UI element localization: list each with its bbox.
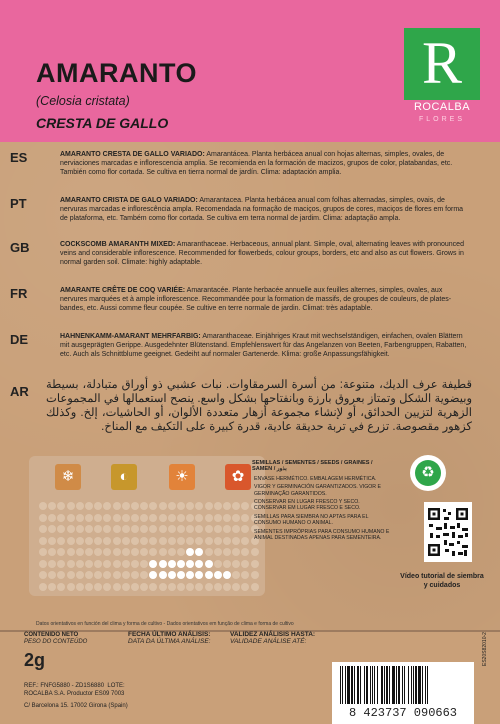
calendar-cell (223, 560, 231, 568)
calendar-cell (168, 571, 176, 579)
calendar-cell (113, 537, 121, 545)
validity-label (230, 632, 315, 645)
calendar-cell (177, 525, 185, 533)
maple-leaf-icon-glyph: ✿ (231, 468, 245, 485)
qr-caption: Vídeo tutorial de siembra y cuidados (400, 573, 484, 589)
calendar-cell (94, 583, 102, 591)
calendar-cell (39, 548, 47, 556)
calendar-cell (232, 571, 240, 579)
description-es-lead: AMARANTO CRESTA DE GALLO VARIADO: (60, 151, 205, 158)
last-analysis-sub: DATA DA ÚLTIMA ANÁLISE: (128, 637, 211, 645)
calendar-cell (159, 502, 167, 510)
calendar-cell (168, 502, 176, 510)
calendar-cell (57, 514, 65, 522)
lang-code-de: DE (10, 332, 29, 347)
barcode-bar (402, 666, 403, 704)
calendar-cell (103, 514, 111, 522)
calendar-cell (113, 560, 121, 568)
calendar-cell (205, 525, 213, 533)
barcode-bar (392, 666, 395, 704)
calendar-cell (241, 502, 249, 510)
barcode-bar (345, 666, 346, 704)
calendar-cell (94, 537, 102, 545)
rocalba-logo (404, 28, 480, 128)
calendar-cell (103, 571, 111, 579)
legend-item: CONSERVAR EN LUGAR FRESCO Y SECO. CONSERVAR EM LUGAR FRESCO E SECO. (254, 499, 361, 512)
description-de-lead: HAHNENKAMM-AMARANT MEHRFARBIG: (60, 333, 201, 340)
barcode-bar (372, 666, 373, 704)
calendar-cell (113, 502, 121, 510)
calendar-cell (149, 537, 157, 545)
calendar-cell (149, 514, 157, 522)
calendar-cell (214, 502, 222, 510)
sun-icon-glyph: ☀ (175, 468, 189, 485)
calendar-cell (48, 583, 56, 591)
recycle-icon: ♻ (415, 460, 441, 486)
legend-header: SEMILLAS / SEMENTES / SEEDS / GRAINES / SAMEN / بذور (252, 460, 373, 473)
calendar-cell (241, 560, 249, 568)
last-analysis-title: FECHA ÚLTIMO ANÁLISIS: (128, 631, 211, 638)
calendar-cell (85, 571, 93, 579)
calendar-cell (85, 548, 93, 556)
barcode-bar (347, 666, 350, 704)
calendar-cell (186, 560, 194, 568)
footer (0, 632, 500, 720)
calendar-cell (195, 548, 203, 556)
calendar-cell (67, 525, 75, 533)
calendar-cell (85, 583, 93, 591)
calendar-cell (39, 571, 47, 579)
calendar-cell (94, 514, 102, 522)
calendar-cell (48, 548, 56, 556)
reference (24, 682, 125, 698)
calendar-cell (159, 560, 167, 568)
calendar-cell (159, 514, 167, 522)
calendar-cell (140, 525, 148, 533)
calendar-cell (48, 560, 56, 568)
lang-code-es: ES (10, 150, 28, 165)
calendar-cell (140, 537, 148, 545)
calendar-cell (177, 502, 185, 510)
description-gb-lead: COCKSCOMB AMARANTH MIXED: (60, 241, 176, 248)
barcode-bar (384, 666, 385, 704)
calendar-cell (57, 548, 65, 556)
calendar-cell (39, 514, 47, 522)
description-es-text: Amarantácea. Planta herbácea anual con hojas alternas, simples, ovales, de nerviaciones marcadas e inflorescencia amplia. Se recomienda en la formación de macizos, grupos de color, platabandas, etc. También como flor cortada. Se cultiva en tierra normal de jardín. Clima: adaptación amplia. (60, 151, 453, 176)
calendar-cell (113, 525, 121, 533)
winter-icon-glyph: ❄ (61, 468, 75, 485)
barcode-bar (374, 666, 375, 704)
calendar-cell (177, 514, 185, 522)
calendar-cell (103, 560, 111, 568)
barcode-bar (427, 666, 428, 704)
barcode-bars (340, 666, 466, 704)
description-gb (60, 240, 470, 267)
calendar-cell (67, 571, 75, 579)
footnote: Datos orientativos en función del clima y forma de cultivo - Dados orientativos em função de clima e forma de cultivo (36, 621, 294, 627)
calendar-cell (159, 571, 167, 579)
calendar-cell (241, 548, 249, 556)
calendar-cell (195, 525, 203, 533)
calendar-cell (48, 525, 56, 533)
seed-icon-glyph: ◐ (119, 468, 129, 485)
calendar-cell (140, 548, 148, 556)
calendar-cell (94, 560, 102, 568)
legend-item: SEMENTES IMPRÓPRIAS PARA CONSUMO HUMANO E ANIMAL DESTINADAS APENAS PARA SEMENTEIRA. (254, 528, 390, 542)
calendar-cell (57, 571, 65, 579)
calendar-cell (76, 548, 84, 556)
logo-letter: R (421, 30, 463, 96)
calendar-cell (214, 537, 222, 545)
calendar-cell (195, 537, 203, 545)
calendar-cell (122, 514, 130, 522)
calendar-cell (85, 514, 93, 522)
calendar-cell (149, 560, 157, 568)
calendar-cell (48, 502, 56, 510)
barcode-bar (422, 666, 423, 704)
calendar-cell (85, 560, 93, 568)
calendar-cell (214, 514, 222, 522)
barcode-bar (364, 666, 365, 704)
calendar-cell (168, 583, 176, 591)
calendar-cell (177, 560, 185, 568)
company-address: C/ Barcelona 15. 17002 Girona (Spain) (24, 703, 128, 709)
calendar-cell (241, 525, 249, 533)
barcode-bar (413, 666, 414, 704)
barcode-bar (360, 666, 361, 704)
calendar-cell (223, 537, 231, 545)
calendar-cell (149, 502, 157, 510)
calendar-cell (122, 560, 130, 568)
barcode-bar (354, 666, 355, 704)
calendar-cell (76, 514, 84, 522)
lang-code-fr: FR (10, 286, 28, 301)
calendar-cell (205, 571, 213, 579)
calendar-cell (57, 502, 65, 510)
barcode-bar (340, 666, 341, 704)
calendar-cell (76, 583, 84, 591)
calendar-cell (223, 583, 231, 591)
producer: ROCALBA S.A. Productor ES09 7003 (24, 691, 125, 697)
calendar-cell (122, 571, 130, 579)
calendar-cell (186, 502, 194, 510)
barcode-bar (404, 666, 405, 704)
calendar-cell (186, 525, 194, 533)
calendar-cell (57, 537, 65, 545)
calendar-cell (205, 537, 213, 545)
calendar-cell (140, 560, 148, 568)
calendar-cell (131, 502, 139, 510)
validity-sub: VALIDADE ANÁLISE ATÉ: (230, 637, 307, 645)
tutorial-qr-code[interactable] (424, 502, 472, 562)
description-pt-lead: AMARANTO CRISTA DE GALO VARIADO: (60, 197, 198, 204)
calendar-cell (241, 537, 249, 545)
calendar-cell (113, 583, 121, 591)
calendar-cell (223, 525, 231, 533)
calendar-cell (205, 548, 213, 556)
qr-code-icon (424, 502, 472, 562)
barcode-bar (425, 666, 426, 704)
calendar-cell (168, 560, 176, 568)
calendar-cell (232, 583, 240, 591)
calendar-cell (103, 525, 111, 533)
side-code: ES20S82010-2 (482, 632, 488, 666)
calendar-cell (39, 525, 47, 533)
description-pt-text: Amarantacea. Planta herbácea anual com folhas alternadas, simples, ovais, de nervuras marcadas e inflorescência ampla. Recomendada na formação de maciços, grupos de cores, maciços de flores em forma de plataforma, etc. Também como flor cortada. Se cultiva em terra normal de jardim. Clima: adaptação ampla. (60, 197, 464, 222)
calendar-cell (39, 560, 47, 568)
calendar-cell (103, 548, 111, 556)
lang-code-ar: AR (10, 384, 29, 399)
common-name: CRESTA DE GALLO (36, 115, 169, 131)
barcode-bar (377, 666, 378, 704)
calendar-cell (76, 525, 84, 533)
description-gb-text: Amaranthaceae. Herbaceous, annual plant. Simple, oval, alternating leaves with pronounced veins and considerable inflorescence. Recommended for flowerbeds, colour groups, borders, etc and also as cut flowers. Grows in normal garden soil. Climate: highly adaptable. (60, 241, 464, 266)
calendar-cell (232, 514, 240, 522)
green-dot-recycle-icon (410, 455, 446, 491)
calendar-cell (48, 571, 56, 579)
calendar-cell (131, 514, 139, 522)
description-fr-lead: AMARANTE CRÊTE DE COQ VARIÉE: (60, 287, 186, 294)
calendar-cell (241, 514, 249, 522)
calendar-cell (241, 583, 249, 591)
calendar-cell (232, 560, 240, 568)
barcode-bar (418, 666, 421, 704)
calendar-cell (103, 502, 111, 510)
calendar-cell (57, 525, 65, 533)
calendar-cell (223, 548, 231, 556)
calendar-cell (85, 537, 93, 545)
calendar-cell (177, 571, 185, 579)
calendar-cell (177, 583, 185, 591)
calendar-cell (85, 502, 93, 510)
calendar-cell (214, 571, 222, 579)
description-de (60, 332, 470, 359)
barcode-bar (398, 666, 400, 704)
calendar-cell (122, 583, 130, 591)
calendar-cell (140, 571, 148, 579)
calendar-cell (67, 537, 75, 545)
barcode-bar (351, 666, 353, 704)
calendar-cell (76, 560, 84, 568)
last-analysis-label (128, 632, 210, 645)
calendar-cell (186, 583, 194, 591)
calendar-cell (159, 583, 167, 591)
calendar-cell (205, 583, 213, 591)
net-content-label (24, 632, 87, 645)
calendar-cell (159, 548, 167, 556)
barcode-bar (408, 666, 409, 704)
description-fr (60, 286, 470, 313)
calendar-cell (67, 583, 75, 591)
calendar-cell (39, 583, 47, 591)
reference-code: REF.: FNFG5880 - ZD1S6880 (24, 683, 105, 689)
calendar-cell (76, 571, 84, 579)
calendar-cell (186, 537, 194, 545)
calendar-cell (251, 583, 259, 591)
calendar-cell (76, 537, 84, 545)
calendar-cell (57, 583, 65, 591)
lang-code-gb: GB (10, 240, 30, 255)
legend-item: SEMILLAS PARA SIEMBRA NO APTAS PARA EL CONSUMO HUMANO O ANIMAL. (254, 513, 369, 527)
sowing-calendar (29, 456, 265, 596)
barcode-bar (357, 666, 359, 704)
calendar-cell (122, 548, 130, 556)
calendar-cell (195, 583, 203, 591)
calendar-cell (131, 583, 139, 591)
calendar-cell (232, 537, 240, 545)
description-es (60, 150, 470, 177)
calendar-cell (149, 571, 157, 579)
legend-item: ENVASE HERMÉTICO. EMBALAGEM HERMÉTICA. (254, 475, 377, 482)
description-de-text: Amaranthaceae. Einjähriges Kraut mit wechselständigen, einfachen, ovalen Blättern mit ausgeprägten Gerippe. Ausgedehnter Blütenstand. Empfehlenswert für das Angelanzen von Beeten, Farbengruppen, Rabatten, etc. Auch als Schnittblume geeignet. Gedeiht auf normaler Gartenerde. Klima: große Anpassungsfähigkeit. (60, 333, 467, 358)
barcode-bar (366, 666, 368, 704)
calendar-cell (57, 560, 65, 568)
calendar-cell (122, 525, 130, 533)
barcode-bar (389, 666, 390, 704)
calendar-cell (186, 514, 194, 522)
calendar-cell (195, 514, 203, 522)
validity-title: VALIDEZ ANÁLISIS HASTA: (230, 631, 316, 638)
calendar-cell (205, 502, 213, 510)
calendar-cell (195, 560, 203, 568)
net-weight: 2g (24, 650, 46, 670)
net-content-title: CONTENIDO NETO (24, 632, 79, 638)
calendar-cell (186, 548, 194, 556)
calendar-cell (232, 548, 240, 556)
description-pt (60, 196, 470, 223)
latin-name: (Celosia cristata) (36, 94, 130, 108)
calendar-cell (186, 571, 194, 579)
calendar-cell (94, 571, 102, 579)
calendar-cell (39, 537, 47, 545)
product-title: AMARANTO (36, 58, 197, 88)
calendar-cell (113, 571, 121, 579)
net-content-sub: PESO DO CONTEÚDO (24, 638, 88, 645)
barcode-bar (415, 666, 417, 704)
calendar-cell (140, 583, 148, 591)
calendar-cell (48, 514, 56, 522)
calendar-cell (76, 502, 84, 510)
calendar-cell (205, 560, 213, 568)
calendar-cell (232, 525, 240, 533)
calendar-cell (214, 583, 222, 591)
calendar-cell (122, 502, 130, 510)
calendar-cell (241, 571, 249, 579)
calendar-cell (149, 583, 157, 591)
sun-icon (169, 464, 195, 490)
barcode-bar (396, 666, 397, 704)
calendar-cell (168, 548, 176, 556)
calendar-cell (168, 514, 176, 522)
calendar-cell (131, 548, 139, 556)
calendar-cell (140, 502, 148, 510)
calendar-cell (103, 583, 111, 591)
calendar-cell (177, 537, 185, 545)
calendar-cell (113, 514, 121, 522)
calendar-cell (232, 502, 240, 510)
calendar-cell (223, 502, 231, 510)
calendar-cell (67, 514, 75, 522)
barcode-bar (381, 666, 383, 704)
calendar-cell (168, 537, 176, 545)
barcode-bar (411, 666, 412, 704)
calendar-cell (195, 571, 203, 579)
description-ar: قطيفة عرف الديك، متنوعة: من أسرة السرمقاوات. نبات عشبي ذو أوراق متبادلة، بسيطة وبيضوية الشكل وتمتاز بعروق بارزة وبانفتاحها بشكل واسع. ينصح استعمالها في المجموعات الزهرية لتزيين الحدائق، أو لإنشاء مجموعة أزهار متعددة الألوان، أو الحاشيات، إلخ. وكذلك كزهور مقصوصة. تزرع في تربة حديقة عادية، قدرة كبيرة على التكيف مع المناخ. (46, 379, 472, 433)
lang-code-pt: PT (10, 196, 27, 211)
calendar-cell (195, 502, 203, 510)
calendar-cell (159, 537, 167, 545)
calendar-cell (223, 571, 231, 579)
barcode-bar (342, 666, 343, 704)
calendar-cell (131, 537, 139, 545)
calendar-cell (94, 548, 102, 556)
barcode (332, 662, 474, 724)
barcode-bar (370, 666, 371, 704)
calendar-cell (214, 525, 222, 533)
calendar-cell (94, 525, 102, 533)
calendar-cell (131, 571, 139, 579)
calendar-cell (214, 560, 222, 568)
calendar-cell (140, 514, 148, 522)
calendar-cell (149, 548, 157, 556)
calendar-cell (149, 525, 157, 533)
seed-icon (111, 464, 137, 490)
calendar-cell (223, 514, 231, 522)
calendar-cell (103, 537, 111, 545)
calendar-cell (131, 525, 139, 533)
seed-legend (252, 460, 392, 543)
calendar-cell (214, 548, 222, 556)
calendar-cell (131, 560, 139, 568)
calendar-cell (67, 502, 75, 510)
calendar-cell (113, 548, 121, 556)
calendar-cell (251, 560, 259, 568)
calendar-cell (39, 502, 47, 510)
maple-leaf-icon (225, 464, 251, 490)
calendar-cell (85, 525, 93, 533)
calendar-cell (159, 525, 167, 533)
calendar-cell (205, 514, 213, 522)
calendar-cell (168, 525, 176, 533)
calendar-cell (122, 537, 130, 545)
calendar-cell (94, 502, 102, 510)
barcode-number: 8 423737 090663 (348, 706, 458, 720)
description-fr-text: Amarantacée. Plante herbacée annuelle aux feuilles alternes, simples, ovales, aux nervures marquées et à ample inflorescence. Recommandée pour la formation de massifs, de groupes de couleurs, de plates-bandes, etc. Aussi comme fleur coupée. Se cultive en terre normale de jardin. Climat: très adaptable. (60, 287, 452, 312)
calendar-cell (177, 548, 185, 556)
calendar-cell (67, 560, 75, 568)
logo-tagline: FLORES (418, 116, 465, 123)
calendar-cell (67, 548, 75, 556)
logo-brand: ROCALBA (413, 101, 471, 113)
calendar-cell (251, 548, 259, 556)
lot-label: LOTE: (107, 683, 125, 689)
winter-icon (55, 464, 81, 490)
legend-item: VIGOR Y GERMINACIÓN GARANTIZADOS. VIGOR E GERMINAÇÃO GARANTIDOS. (254, 484, 381, 497)
calendar-cell (251, 571, 259, 579)
calendar-cell (48, 537, 56, 545)
barcode-bar (386, 666, 388, 704)
